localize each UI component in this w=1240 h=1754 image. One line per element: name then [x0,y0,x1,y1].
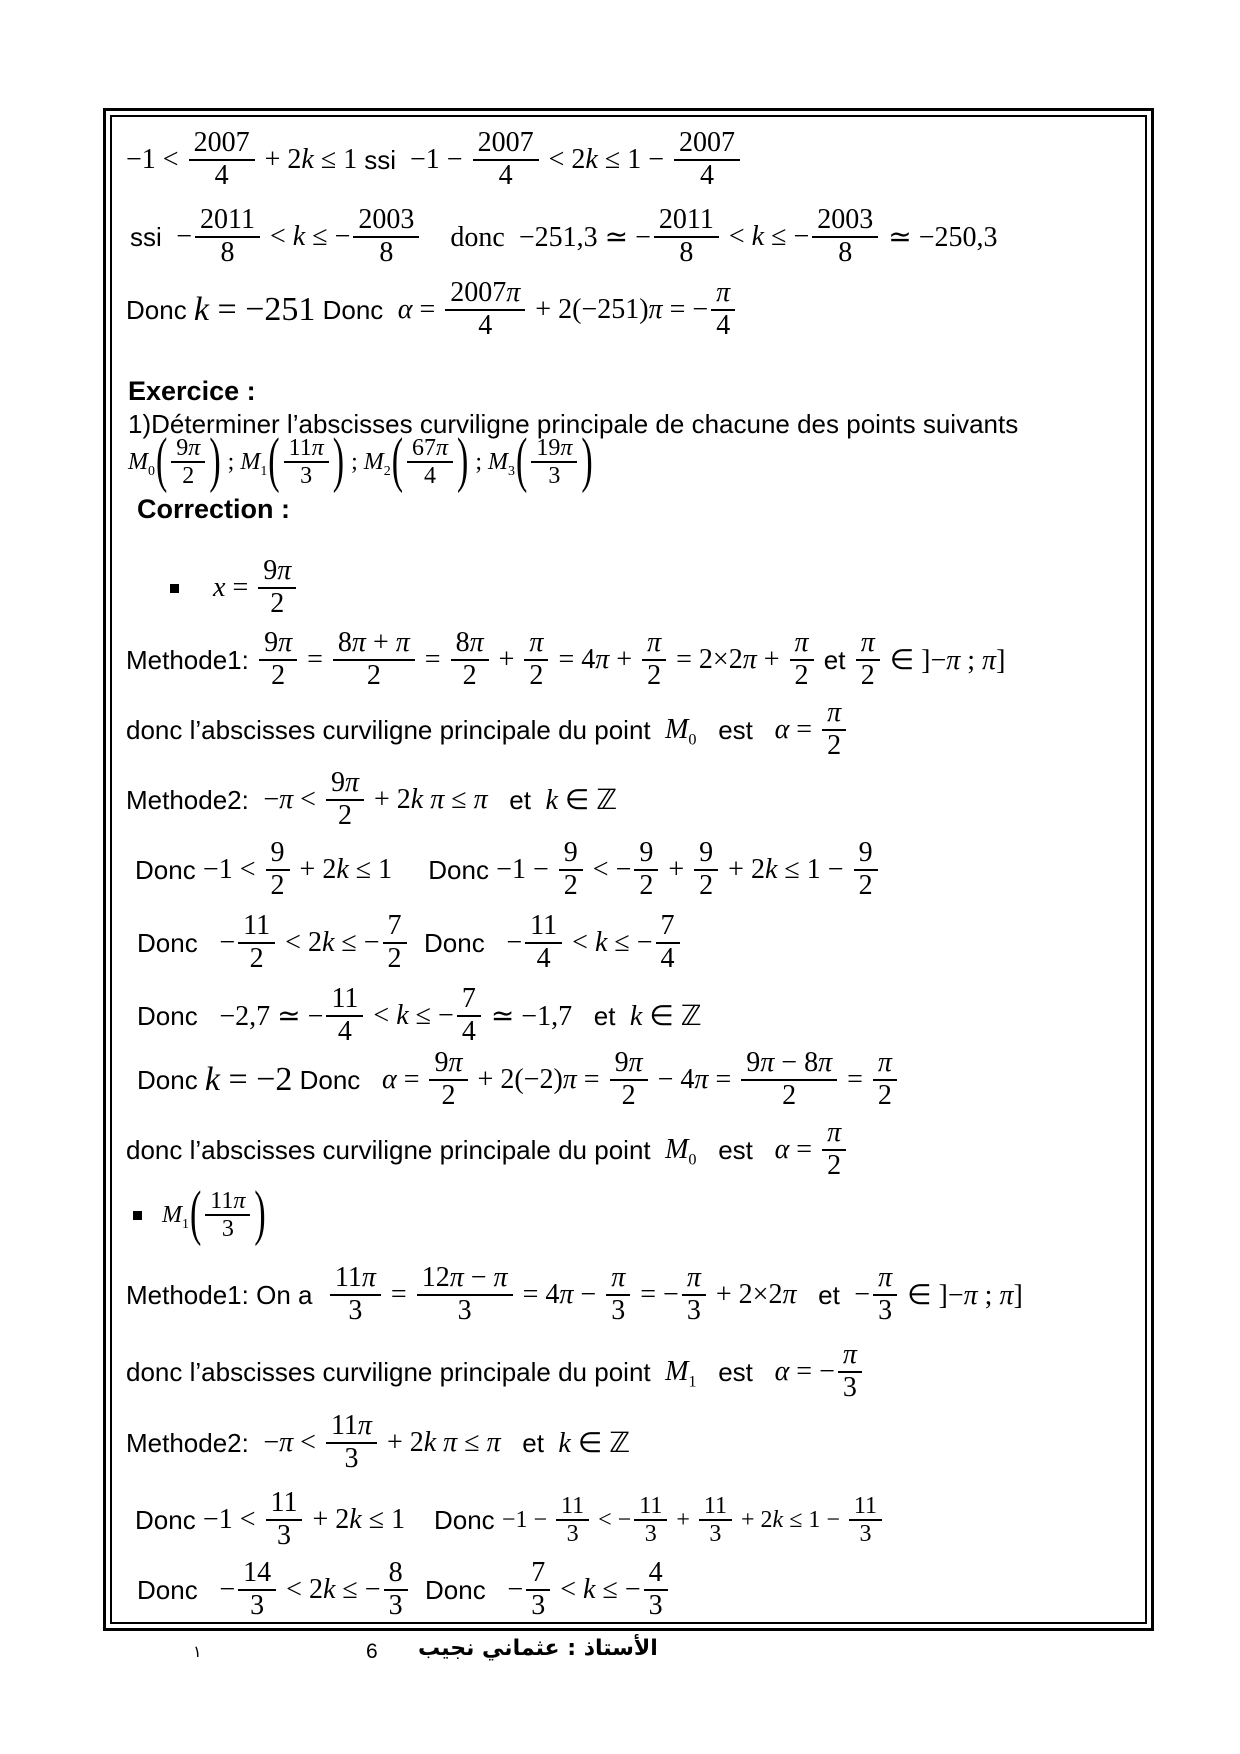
formula-text: + 2×2π [715,1279,797,1310]
formula-text: donc l’abscisses curviligne principale du point [126,1356,666,1387]
formula-text: Donc [137,927,220,958]
formula-text: α = [381,1064,420,1095]
math-line-m1-bullet [133,1173,267,1257]
formula-text: Methode2: [126,784,264,815]
formula-text: + 2(−2)π = [477,1064,600,1095]
formula-text: ≃ −250,3 [888,222,998,253]
formula-text: + 2k π ≤ π [386,1427,501,1458]
formula-text: − [176,221,193,252]
fraction: $\frac{7}{4}$ [457,984,481,1048]
formula-text: Methode2: [126,1427,264,1458]
formula-text: − [854,1279,871,1310]
formula-text: −1 < [202,1504,256,1535]
fraction: $\frac{11}{4}$ [326,984,363,1048]
formula-text: Donc [137,1574,220,1605]
fraction: $\frac{\pi}{2}$ [642,628,666,692]
fraction: $\frac{11}{2}$ [238,911,275,975]
fraction: $\frac{\pi}{3}$ [682,1263,706,1327]
formula-text: est [696,1356,775,1387]
fraction: $\frac{9}{2}$ [854,838,878,902]
formula-text: − [507,1574,524,1605]
fraction: $\frac{11}{3}$ [699,1493,732,1548]
fraction: $\frac{2007}{4}$ [189,128,255,192]
fraction: $\frac{\pi}{3}$ [606,1263,630,1327]
fraction: $\frac{4}{3}$ [644,1558,668,1622]
formula-text: −2,7 ≃ − [219,1001,324,1032]
fraction: $\frac{11\pi}{3}$ [284,435,329,490]
formula-text: + 2k π ≤ π [373,784,488,815]
math-line-donc-11-2 [137,901,683,985]
fraction: $\frac{9\pi}{2}$ [610,1048,648,1112]
fraction: $\frac{2003}{8}$ [812,205,878,269]
big-paren-icon: ( [268,427,280,495]
formula-text: est [696,714,775,745]
formula-text: −π < [263,784,316,815]
formula-text: −1 < [126,144,179,175]
formula-text: est [696,1134,775,1165]
math-line-points-list [128,420,594,504]
formula-text: Donc [292,1064,382,1095]
formula-text: ssi [364,144,396,175]
formula-text: Donc [137,1000,220,1031]
formula-text: α = [774,1134,813,1165]
formula-text: < 2k ≤ 1 − [548,144,664,175]
subscripted-symbol: $M_1$ [162,1201,189,1232]
formula-text: − [219,927,236,958]
formula-text: k = −251 [193,291,316,328]
formula-text: −1 − [409,144,463,175]
formula-text: et [816,644,853,675]
formula-text: Donc [409,927,507,958]
formula-text: −π < [263,1427,316,1458]
fraction: $\frac{9}{2}$ [634,838,658,902]
formula-text: −1 − [501,1506,548,1533]
formula-text: Donc [126,294,194,325]
formula-text: k ∈ ℤ [545,785,618,816]
fraction: $\frac{\pi}{2}$ [873,1048,897,1112]
formula-text: + [676,1506,690,1533]
fraction: $\frac{\pi}{2}$ [822,698,846,762]
formula-text: + [668,854,685,885]
math-line-k-equals-minus-251 [126,268,738,352]
fraction: $\frac{7}{3}$ [526,1558,550,1622]
formula-text: + 2k ≤ 1 − [740,1506,840,1533]
formula-text: = 2×2π + [676,644,780,675]
formula-text: Donc [137,1064,205,1095]
footer-left-mark: ١ [193,1642,202,1661]
fraction: $\frac{2007}{4}$ [674,128,740,192]
fraction: $\frac{11}{3}$ [266,1488,303,1552]
formula-text: Donc [410,1574,508,1605]
big-paren-icon: ( [516,427,528,495]
fraction: $\frac{\pi}{3}$ [838,1340,862,1404]
fraction: $\frac{8\pi}{2}$ [451,628,489,692]
big-paren-icon: ( [155,427,168,495]
formula-text: Donc [135,854,203,885]
formula-text: donc −251,3 ≃ − [450,222,651,253]
fraction: $\frac{8\pi + \pi}{2}$ [333,628,415,692]
formula-text: Donc [392,854,497,885]
formula-text: α = [774,714,813,745]
subscripted-symbol: $M_0$ [665,1134,697,1169]
big-paren-icon: ) [209,427,221,495]
formula-text: ssi [130,221,177,252]
formula-text: = [307,644,323,675]
fraction: $\frac{2007}{4}$ [473,128,539,192]
fraction: $\frac{\pi}{2}$ [524,628,548,692]
fraction: $\frac{2011}{8}$ [195,205,260,269]
big-paren-icon: ) [332,427,345,495]
formula-text: donc l’abscisses curviligne principale du point [126,1134,666,1165]
formula-text: < k ≤ − [572,927,653,958]
formula-text: Methode1: On a [126,1279,327,1310]
formula-text: Methode1: [126,644,257,675]
formula-text: et [572,1000,630,1031]
formula-text: = [390,1279,407,1310]
math-line-methode2-m1 [126,1401,630,1485]
fraction: $\frac{9\pi}{2}$ [258,556,296,620]
formula-text: ∈ ]−π ; π] [907,1280,1023,1311]
formula-text: Donc [135,1504,203,1535]
fraction: $\frac{7}{2}$ [383,911,407,975]
bullet-icon [133,1211,142,1220]
fraction: $\frac{9\pi}{2}$ [259,628,297,692]
formula-text: = − [640,1279,679,1310]
formula-text: ; [475,448,483,475]
subscripted-symbol: $M_0$ [128,448,155,479]
big-paren-icon: ( [391,427,404,495]
math-line-methode1-m1 [126,1253,1023,1337]
formula-text: et [500,1427,559,1458]
subscripted-symbol: $M_1$ [665,1356,697,1391]
formula-text: α = [397,294,436,325]
formula-text: = [847,1064,863,1095]
big-paren-icon: ) [457,427,469,495]
formula-text: + 2k ≤ 1 − [728,854,844,885]
exercise-question: 1)Déterminer l’abscisses curviligne principale de chacune des points suivants [128,409,1019,439]
fraction: $\frac{8}{3}$ [384,1558,408,1622]
formula-text: < k ≤ − [728,221,810,252]
fraction: $\frac{\pi}{3}$ [873,1263,897,1327]
formula-text: − 4π = [657,1064,732,1095]
fraction: $\frac{9\pi - 8\pi}{2}$ [741,1048,837,1112]
fraction: $\frac{11}{3}$ [634,1493,667,1548]
formula-text: < 2k ≤ − [286,1574,381,1605]
formula-text: et [796,1279,855,1310]
fraction: $\frac{19\pi}{3}$ [531,435,577,490]
big-paren-icon: ) [254,1180,266,1248]
formula-text: donc l’abscisses curviligne principale du point [126,714,666,745]
fraction: $\frac{11}{4}$ [525,911,562,975]
formula-text: + 2k ≤ 1 [299,854,393,885]
formula-text: k ∈ ℤ [558,1428,631,1459]
formula-text: ≃ −1,7 [490,1001,573,1032]
formula-text: Donc [315,294,398,325]
fraction: $\frac{9}{2}$ [559,838,583,902]
fraction: $\frac{\pi}{2}$ [856,628,880,692]
fraction: $\frac{2003}{8}$ [353,205,419,269]
formula-text: et [487,784,546,815]
fraction: $\frac{2007\pi}{4}$ [445,278,525,342]
formula-text: = [424,644,441,675]
fraction: $\frac{9\pi}{2}$ [429,1048,467,1112]
formula-text: < k ≤ − [373,1000,454,1031]
correction-heading: Correction : [137,494,291,524]
formula-text: = 4π − [522,1279,597,1310]
fraction: $\frac{11}{3}$ [556,1493,589,1548]
formula-text: − [219,1574,236,1605]
fraction: $\frac{9\pi}{2}$ [326,768,364,832]
exercice-heading: Exercice : [128,376,256,406]
formula-text: < 2k ≤ − [285,927,380,958]
big-paren-icon: ( [189,1180,202,1248]
formula-text: −1 < [202,854,256,885]
formula-text: x = [213,572,249,603]
formula-text: ; [227,448,235,475]
fraction: $\frac{12\pi - \pi}{3}$ [417,1263,513,1327]
subscripted-symbol: $M_2$ [363,448,391,479]
formula-text: Donc [405,1504,502,1535]
fraction: $\frac{11\pi}{3}$ [330,1263,381,1327]
formula-text: < k ≤ − [560,1574,641,1605]
math-line-ssi-bounds [130,195,998,279]
formula-text: < − [598,1506,632,1533]
formula-text: k ∈ ℤ [629,1001,702,1032]
subscripted-symbol: $M_1$ [240,448,268,479]
bullet-icon [170,584,179,593]
formula-text: = 4π + [558,644,633,675]
formula-text: ∈ ]−π ; π] [889,645,1006,676]
fraction: $\frac{11}{3}$ [849,1493,882,1548]
footer-page-number: 6 [366,1640,378,1663]
fraction: $\frac{14}{3}$ [238,1558,276,1622]
subscripted-symbol: $M_3$ [488,448,515,479]
math-line-donc-14-3 [137,1548,671,1632]
fraction: $\frac{67\pi}{4}$ [407,435,453,490]
formula-text: < k ≤ − [270,221,351,252]
formula-text: − [506,927,523,958]
subscripted-symbol: $M_0$ [665,714,697,749]
fraction: $\frac{2011}{8}$ [654,205,719,269]
fraction: $\frac{9\pi}{2}$ [171,435,205,490]
formula-text: ; [351,448,358,475]
fraction: $\frac{7}{4}$ [656,911,680,975]
math-line-donc-9-2 [135,828,881,912]
fraction: $\frac{\pi}{2}$ [822,1118,846,1182]
fraction: $\frac{11\pi}{3}$ [326,1411,377,1475]
formula-text: + 2k ≤ 1 [312,1504,406,1535]
formula-text: α = − [774,1356,835,1387]
big-paren-icon: ) [581,427,593,495]
fraction: $\frac{11\pi}{3}$ [205,1188,250,1243]
formula-text: + 2(−251)π = − [535,294,709,325]
fraction: $\frac{\pi}{2}$ [790,628,814,692]
formula-text: k = −2 [204,1061,293,1098]
math-line-inequality-2007 [126,118,743,202]
fraction: $\frac{9}{2}$ [266,838,290,902]
formula-text: −1 − [496,854,549,885]
formula-text: < − [592,854,632,885]
formula-text: + 2k ≤ 1 [264,144,358,175]
formula-text: + [498,644,515,675]
fraction: $\frac{\pi}{4}$ [711,278,735,342]
fraction: $\frac{9}{2}$ [694,838,718,902]
footer-teacher-name: الأستاذ : عثماني نجيب [418,1636,658,1661]
